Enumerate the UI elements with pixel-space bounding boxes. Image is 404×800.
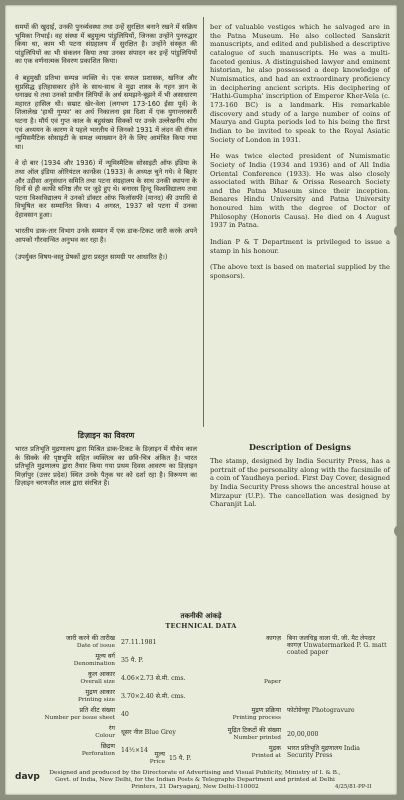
hindi-column — [15, 23, 197, 269]
publisher-credit: Designed and produced by the Directorate of Advertising and Visual Publicity, Ministry of I. & B., Govt. of India, New Delhi, for the Indian Posts & Telegraphs Department and printed at Delhi Printers, 21 Daryaganj, New Delhi-110002 — [49, 770, 341, 790]
design-title-hindi: डिज़ाइन का विवरण — [77, 431, 135, 440]
design-title-english: Description of Designs — [249, 442, 351, 452]
publication-code: 4/25/81-PP-II — [335, 784, 372, 790]
english-paragraph: Indian P & T Department is privileged to issue a stamp in his honour. — [210, 238, 390, 255]
design-text-hindi: भारत प्रतिभूति मुद्रणालय द्वारा मिश्रित डाक-टिकट के डिज़ाइन में यौधेय काल के सिक्के की पृष्ठभूमि सहित व्यक्तित्व का छवि-चित्र अंकित है। भारत प्रतिभूति मुद्रणालय द्वारा तैयार किया गया प्रथम दिवस आवरण का डिज़ाइन मिर्ज़ापुर (उत्तर प्रदेश) स्थित उनके पैतृक घर को दर्शा रहा है। विरूपण का डिज़ाइन चरणजीत लाल द्वारा संरचित है। — [15, 445, 197, 488]
hindi-paragraph: वे बहुमुखी प्रतिभा सम्पन्न व्यक्ति थे। एक सफल प्रशासक, खनिज और सुप्रसिद्ध इतिहासकार होने के साथ-साथ वे मुद्रा शास्त्र के गहन ज्ञान के धनाढ्य थे तथा उनको प्राचीन लिपियों के अर्थ समझने-बूझने में भी असाधारण महारत हासिल थी। सम्राट खेर-वेला (लगभग 173-160 ईसा पूर्व) के शिलालेख 'हाथी गुम्फा' का अर्थ निकालना इस दिशा में एक युगान्तरकारी घटना है। मौर्य एवं गुप्त काल के बहुसंख्य सिक्कों पर उनके उल्लेखनीय शोध एवं अध्ययन के कारण वे पहले भारतीय थे जिनको 1931 में लंदन की रॉयल न्युमिसमैटिक सोसाइटी के समक्ष व्याख्यान देने के लिए आमंत्रित किया गया था। — [15, 73, 197, 151]
technical-data-title-hindi: तकनीकी आंकड़े — [180, 612, 222, 620]
english-paragraph: (The above text is based on material supplied by the sponsors). — [210, 263, 390, 281]
technical-data-title: TECHNICAL DATA — [165, 622, 237, 630]
hindi-paragraph: समयों की खुदाई, उनकी पुनर्व्यवस्था तथा उन्हें सुरक्षित बनाने रखने में सक्रिय भूमिका निभाई। वह संस्था में बहुमूल्य पांडुलिपियों, जिनका उन्होंने पुनरुद्धार किया था, काम भी पटना संग्रहालय में सुरक्षित है। उन्होंने संस्कृत की पांडुलिपियों का भी संकलन किया तथा उनका संपादन कर इन्हें पांडुलिपियों का एक वर्णनात्मक विवरण प्रकाशित किया। — [15, 23, 197, 66]
hindi-paragraph: (उपर्युक्त विषय-वस्तु प्रेषकों द्वारा प्रस्तुत सामग्री पर आधारित है।) — [15, 252, 168, 261]
english-column — [210, 23, 390, 289]
english-paragraph: He was twice elected president of Numismatic Society of India (1934 and 1936) and of All India Oriental Conference (1933). He was also closely associated with Bihar & Orissa Research Society and the Patna Museum since their inception. Benares Hindu University and Patna University honoured him with the degree of Doctor of Philosophy (Honoris Causa). He died on 4 August 1937 in Patna. — [210, 152, 390, 230]
punch-hole — [394, 225, 404, 237]
design-text-english: The stamp, designed by India Security Press, has a portrait of the personality along with the facsimile of a coin of Yaudheya period. First Day Cover, designed by India Security Press shows the ancestral house at Mirzapur (U.P.). The cancellation was designed by Charanjit Lal. — [210, 457, 390, 509]
hindi-paragraph: भारतीय डाक-तार विभाग उनके सम्मान में एक डाक-टिकट जारी करके अपने आपको गौरवान्वित अनुभव कर रहा है। — [15, 227, 197, 245]
stamp-brochure-page: समयों की खुदाई, उनकी पुनर्व्यवस्था तथा उन्हें सुरक्षित बनाने रखने में सक्रिय भूमिका निभाई। वह संस्था में बहुमूल्य पांडुलिपियों, जिनका उन्होंने पुनरुद्धार किया था, काम भी पटना संग्रहालय में सुरक्षित है। उन्होंने संस्कृत की पांडुलिपियों का भी संकलन किया तथा उनका संपादन कर इन्हें पांडुलिपियों का एक वर्णनात्मक विवरण प्रकाशित किया। वे बहुमुखी प्रतिभा सम्पन्न व्यक्ति थे। एक सफल प्रशासक, खनिज और सुप्रसिद्ध इतिहासकार होने के साथ-साथ वे मुद्रा शास्त्र के गहन ज्ञान के धनाढ्य थे तथा उनको प्राचीन लिपियों के अर्थ समझने-बूझने में भी असाधारण महारत हासिल थी। सम्राट खेर-वेला (लगभग 173-160 ईसा पूर्व) के शिलालेख 'हाथी गुम्फा' का अर्थ निकालना इस दिशा में एक युगान्तरकारी घटना है। मौर्य एवं गुप्त काल के बहुसंख्य सिक्कों पर उनके उल्लेखनीय शोध एवं अध्ययन के कारण वे पहले भारतीय थे जिनको 1931 में लंदन की रॉयल न्युमिसमैटिक सोसाइटी के समक्ष व्याख्यान देने के लिए आमंत्रित किया गया था। वे दो बार (1934 और 1936) में न्यूमिस्मैटिक सोसाइटी ऑफ इंडिया के तथा ऑल इंडिया ओरियंटल कान्फ्रेंस (1933) के अध्यक्ष चुने गये। वे बिहार और उड़ीसा अनुसंधान समिति तथा पटना संग्रहालय के साथ उनकी स्थापना के दिनों से ही काफी घनिष्ठ तौर पर जुड़े हुए थे। बनारस हिन्दू विश्वविद्यालय तथा पटना विश्वविद्यालय ने उनको डॉक्टर ऑफ फिलॉसफी (मानद) की उपाधि से विभूषित कर सम्मानित किया। 4 अगस्त, 1937 को पटना में उनका देहावसान हुआ। भारतीय डाक-तार विभाग उनके सम्मान में एक डाक-टिकट जारी करके अपने आपको गौरवान्वित अनुभव कर रहा है। (उपर्युक्त विषय-वस्तु प्रेषकों द्वारा प्रस्तुत सामग्री पर आधारित है।) ber of valuable vestiges which he salvaged are in the Patna Museum. He also collected Sanskrit manuscripts, and edited and published a descriptive catalogue of such manuscripts. He was a multi-faceted genius. A distinguished lawyer and eminent historian, he also possessed a deep knowledge of Numismatics, and had an extraordinary proficiency in deciphering ancient scripts. His deciphering of 'Hathi-Gumpha' inscription of Emperor Kher-Vela (c. 173-160 BC) is a landmark. His remarkable discovery and study of a large number of coins of Maurya and Gupta periods led to his being the first Indian to be invited to speak to the Royal Asiatic Society of London in 1931. He was twice elected president of Numismatic Society of India (1934 and 1936) and of All India Oriental Conference (1933). He was also closely associated with Bihar & Orissa Research Society and the Patna Museum since their inception. Benares Hindu University and Patna University honoured him with the degree of Doctor of Philosophy (Honoris Causa). He died on 4 August 1937 in Patna. Indian P & T Department is privileged to issue a stamp in his honour. (The above text is based on material supplied by the sponsors). डिज़ाइन का विवरण भारत प्रतिभूति मुद्रणालय द्वारा मिश्रित डाक-टिकट के डिज़ाइन में यौधेय काल के सिक्के की पृष्ठभूमि सहित व्यक्तित्व का छवि-चित्र अंकित है। भारत प्रतिभूति मुद्रणालय द्वारा तैयार किया गया प्रथम दिवस आवरण का डिज़ाइन मिर्ज़ापुर (उत्तर प्रदेश) स्थित उनके पैतृक घर को दर्शा रहा है। विरूपण का डिज़ाइन चरणजीत लाल द्वारा संरचित है। Description of Designs The stamp, designed by India Security Press, has a portrait of the personality along with the facsimile of a coin of Yaudheya period. First Day Cover, designed by India Security Press shows the ancestral house at Mirzapur (U.P.). The cancellation was designed by Charanjit Lal. तकनीकी आंकड़े TECHNICAL DATA जारी करने की तारीख Date of issue 27.11.1981 मूल्य वर्ग Denomination 35 पै. P. कुल आकार Overall size 4.06×2.73 से.मी. cms. मुद्रण आकार Printing size 3.70×2.40 से.मी. cms. प्रति शीट संख्या Number per issue sheet 40 रंग Colour धूसर नील Blue Grey छिद्रण Perforation 14½×14 कागज़ Paper बिना जलचिह्न वाला पी. जी. मैट लेपदार कागज़ Unwatermarked P. G. matt coated paper मुद्रण प्रक्रिया Printing process फोटोग्रेव्यूर Photogravure मुद्रित टिकटों की संख्या Number printed 20,00,000 मुद्रक Printed at भारत प्रतिभूति मुद्रणालय India Security Press मूल्य Price 15 पै. P. davp Designed and produced by the Directorate of Advertising and Visual Publicity, Ministry of I. & B., Govt. of India, New Delhi, for the Indian Posts & Telegraphs Department and printed at Delhi Printers, 21 Daryaganj, New Delhi-110002 4/25/81-PP-II — [5, 5, 397, 795]
hindi-paragraph: वे दो बार (1934 और 1936) में न्यूमिस्मैटिक सोसाइटी ऑफ इंडिया के तथा ऑल इंडिया ओरियंटल कान्फ्रेंस (1933) के अध्यक्ष चुने गये। वे बिहार और उड़ीसा अनुसंधान समिति तथा पटना संग्रहालय के साथ उनकी स्थापना के दिनों से ही काफी घनिष्ठ तौर पर जुड़े हुए थे। बनारस हिन्दू विश्वविद्यालय तथा पटना विश्वविद्यालय ने उनको डॉक्टर ऑफ फिलॉसफी (मानद) की उपाधि से विभूषित कर सम्मानित किया। 4 अगस्त, 1937 को पटना में उनका देहावसान हुआ। — [15, 159, 197, 219]
column-divider — [203, 17, 204, 427]
davp-logo: davp — [15, 772, 40, 782]
english-paragraph: ber of valuable vestiges which he salvaged are in the Patna Museum. He also collected Sanskrit manuscripts, and edited and published a descriptive catalogue of such manuscripts. He was a multi-faceted genius. A distinguished lawyer and eminent historian, he also possessed a deep knowledge of Numismatics, and had an extraordinary proficiency in deciphering ancient scripts. His deciphering of 'Hathi-Gumpha' inscription of Emperor Kher-Vela (c. 173-160 BC) is a landmark. His remarkable discovery and study of a large number of coins of Maurya and Gupta periods led to his being the first Indian to be invited to speak to the Royal Asiatic Society of London in 1931. — [210, 23, 390, 144]
footer — [5, 770, 397, 792]
punch-hole — [394, 525, 404, 537]
